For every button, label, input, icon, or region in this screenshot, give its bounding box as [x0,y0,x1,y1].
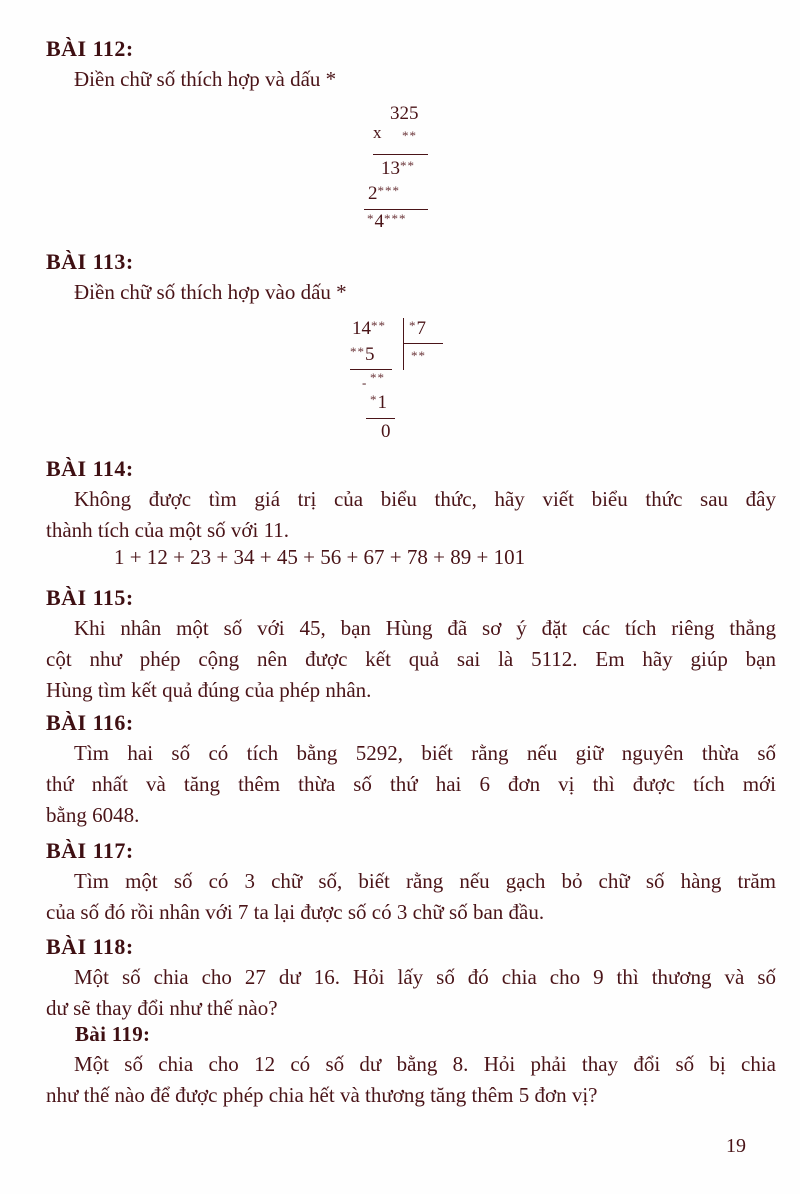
text-line: Hùng tìm kết quả đúng của phép nhân. [46,678,372,702]
problem-119-text [46,1049,776,1111]
text-line: Điền chữ số thích hợp vào dấu * [74,280,347,304]
minus-sign: - [362,375,367,390]
rule-line [366,418,395,419]
text-line: Không được tìm giá trị của biểu thức, hãy viết biểu thức sau đây [74,487,776,511]
partial-product-2: 2*** [368,183,400,204]
problem-112-text [74,64,336,95]
problem-118-text [46,962,776,1024]
problem-116-heading: BÀI 116: [46,710,134,735]
text-line: như thế nào để được phép chia hết và thương tăng thêm 5 đơn vị? [46,1083,598,1107]
multiplier: ** [402,128,417,143]
problem-112-heading: BÀI 112: [46,36,134,61]
subtrahend-2: *1 [370,392,387,413]
multiplicand: 325 [390,103,419,124]
text-line: cột như phép cộng nên được kết quả sai là 5112. Em hãy giúp bạn [46,647,776,671]
text-line: Tìm một số có 3 chữ số, biết rằng nếu gạch bỏ chữ số hàng trăm [74,869,776,893]
times-operator: x [373,123,382,142]
text-line: bằng 6048. [46,803,140,827]
remainder-1: ** [370,370,385,385]
text-line: Một số chia cho 27 dư 16. Hỏi lấy số đó chia cho 9 thì thương và số [74,965,776,989]
problem-118-heading: BÀI 118: [46,934,134,959]
problem-117-heading: BÀI 117: [46,838,134,863]
problem-113-text [74,277,347,308]
problem-115-text [46,613,776,706]
problem-114-text [46,484,776,546]
text-line: thứ nhất và tăng thêm thừa số thứ hai 6 đơn vị thì được tích mới [46,772,776,796]
quotient-rule [403,343,443,344]
problem-117-text [46,866,776,928]
partial-product-1: 13** [381,158,415,179]
problem-114-heading: BÀI 114: [46,456,134,481]
division-bar [403,318,404,370]
rule-line [364,209,428,210]
problem-114-expression: 1 + 12 + 23 + 34 + 45 + 56 + 67 + 78 + 89 + 101 [114,545,526,569]
problem-115-heading: BÀI 115: [46,585,134,610]
divisor: *7 [409,318,426,339]
final-remainder: 0 [381,421,391,442]
problem-119-heading: Bài 119: [75,1022,151,1046]
text-line: thành tích của một số với 11. [46,518,290,542]
text-line: Tìm hai số có tích bằng 5292, biết rằng nếu giữ nguyên thừa số [74,741,776,765]
text-line: Một số chia cho 12 có số dư bằng 8. Hỏi phải thay đổi số bị chia [74,1052,776,1076]
quotient: ** [411,348,426,363]
subtrahend-1: **5 [350,344,375,365]
rule-line [373,154,428,155]
text-line: Khi nhân một số với 45, bạn Hùng đã sơ ý đặt các tích riêng thẳng [74,616,776,640]
dividend: 14** [352,318,386,339]
product-result: *4*** [367,211,407,232]
text-line: Điền chữ số thích hợp và dấu * [74,67,337,91]
text-line: dư sẽ thay đổi như thế nào? [46,996,278,1020]
text-line: của số đó rồi nhân với 7 ta lại được số có 3 chữ số ban đầu. [46,900,545,924]
problem-113-heading: BÀI 113: [46,249,134,274]
page-number: 19 [726,1135,746,1157]
problem-116-text [46,738,776,831]
